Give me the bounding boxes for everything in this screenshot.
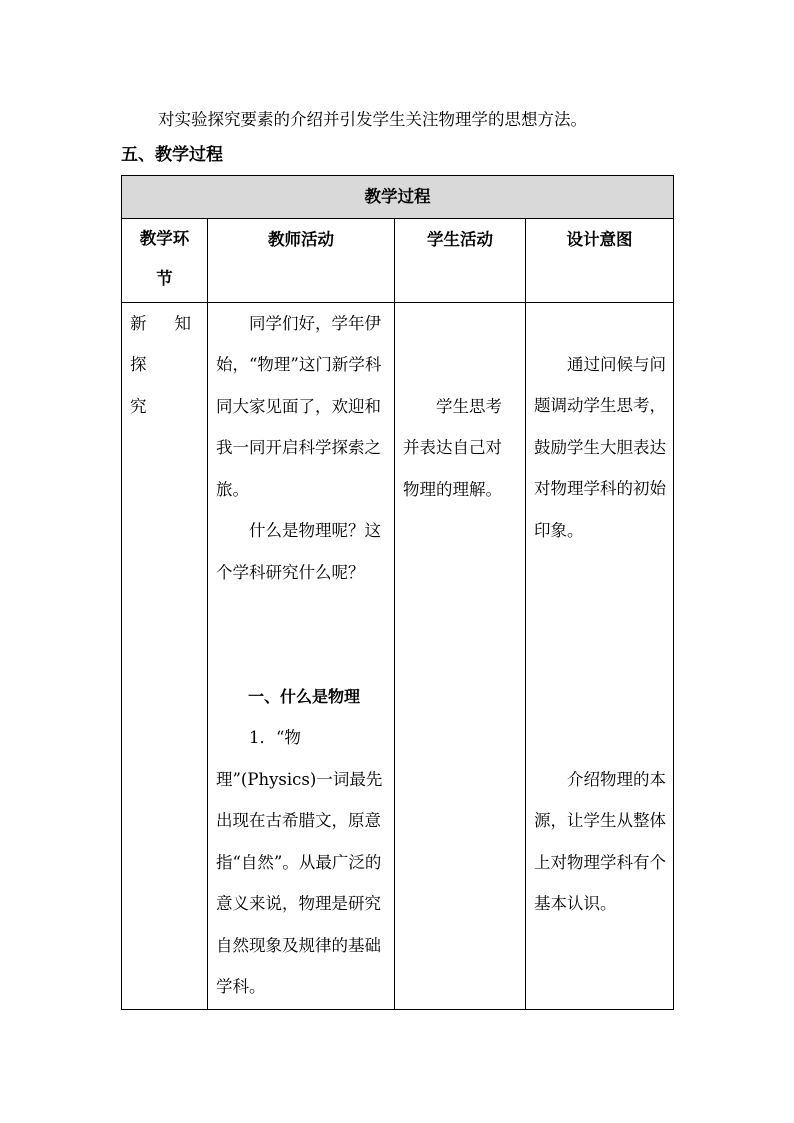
teacher-paragraph-1: 同学们好，学年伊始，“物理”这门新学科同大家见面了，欢迎和我一同开启科学探索之旅。 [216, 313, 382, 499]
teacher-paragraph-2: 什么是物理呢？这个学科研究什么呢？ [216, 521, 381, 582]
teacher-activity-cell [208, 302, 395, 1009]
teacher-paragraph-3: 1．“物理”(Physics)一词最先出现在古希腊文，原意指“自然”。从最广泛的意义来说，物理是研究自然现象及规律的基础学科。 [216, 728, 383, 996]
header-student: 学生活动 [395, 218, 526, 302]
teacher-subheading: 一、什么是物理 [248, 686, 361, 706]
student-paragraph-1: 学生思考并表达自己对物理的理解。 [403, 396, 502, 499]
section-heading: 五、教学过程 [121, 145, 223, 165]
table-header-row [122, 218, 674, 302]
stage-line1: 新知探 [130, 313, 199, 374]
teaching-process-table [121, 175, 674, 1010]
header-teacher: 教师活动 [208, 218, 395, 302]
design-intent-cell [526, 302, 674, 1009]
stage-line2: 究 [130, 396, 147, 416]
header-design: 设计意图 [526, 218, 674, 302]
table-title: 教学过程 [122, 176, 674, 219]
stage-cell [122, 302, 208, 1009]
table-title-row [122, 176, 674, 219]
header-stage-line1: 教学环 [139, 228, 190, 248]
intro-paragraph: 对实验探究要素的介绍并引发学生关注物理学的思想方法。 [158, 110, 587, 129]
student-activity-cell [395, 302, 526, 1009]
header-stage [122, 218, 208, 302]
design-paragraph-1: 通过问候与问题调动学生思考，鼓励学生大胆表达对物理学科的初始印象。 [534, 354, 666, 540]
header-stage-line2: 节 [156, 268, 173, 288]
design-paragraph-2: 介绍物理的本源，让学生从整体上对物理学科有个基本认识。 [534, 769, 666, 913]
table-row [122, 302, 674, 1009]
